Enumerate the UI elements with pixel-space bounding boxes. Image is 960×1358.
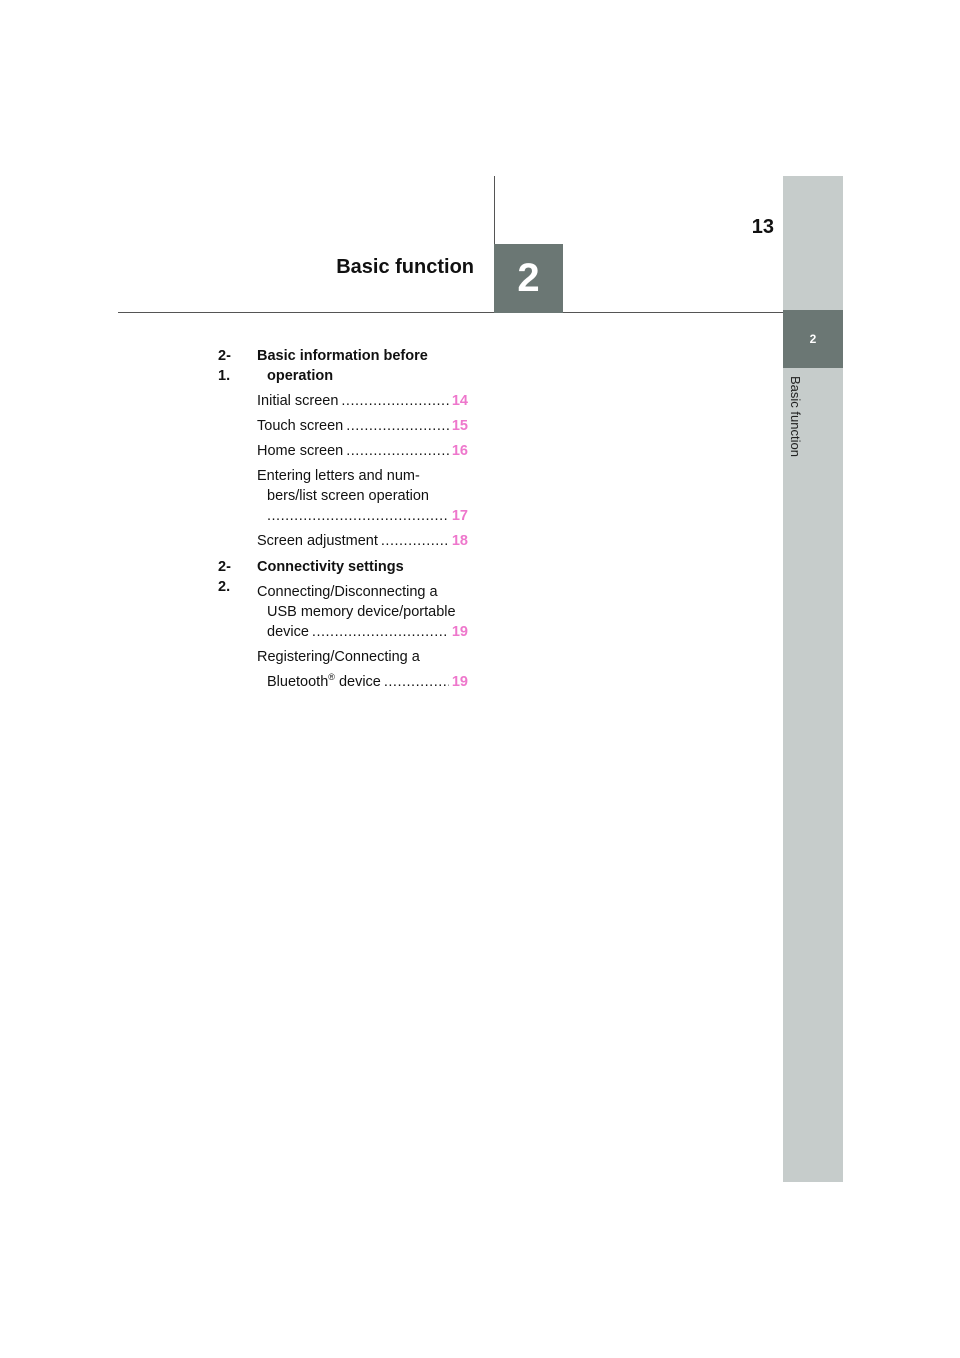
section-title: Connectivity settings xyxy=(257,559,404,575)
device-text: device xyxy=(334,674,381,690)
chapter-number-box: 2 xyxy=(494,244,563,313)
dot-leader xyxy=(312,622,449,642)
entry-label-end: device xyxy=(267,624,309,640)
entry-label: Touch screen xyxy=(257,418,344,434)
section-number: 2-1. xyxy=(218,348,231,384)
entry-label: Initial screen xyxy=(257,393,339,409)
entry-label: Screen adjustment xyxy=(257,533,378,549)
page-link[interactable]: 18 xyxy=(451,533,468,549)
dot-leader xyxy=(384,672,449,692)
dot-leader xyxy=(346,416,449,436)
bluetooth-text: Bluetooth xyxy=(267,674,329,690)
entry-label: Connecting/Disconnecting a xyxy=(257,584,438,600)
toc-entry-entering-letters[interactable] xyxy=(257,466,468,526)
dot-leader xyxy=(381,531,449,551)
section-number: 2-2. xyxy=(218,559,231,595)
entry-label-continued: USB memory device/portable xyxy=(267,604,456,620)
page-link[interactable]: 17 xyxy=(451,508,468,524)
toc-entry-initial-screen[interactable] xyxy=(257,391,468,411)
toc-entry-usb-device[interactable] xyxy=(257,582,468,642)
section-title: Basic information before xyxy=(257,348,428,364)
page-link[interactable]: 19 xyxy=(451,674,468,690)
registered-mark: ® xyxy=(328,672,335,683)
dot-leader xyxy=(341,391,448,411)
entry-label: Registering/Connecting a xyxy=(257,649,420,665)
side-tab-chapter-number: 2 xyxy=(783,310,843,368)
entry-label: Entering letters and num- xyxy=(257,468,420,484)
page-link[interactable]: 19 xyxy=(451,624,468,640)
toc-entry-touch-screen[interactable] xyxy=(257,416,468,436)
page-link[interactable]: 16 xyxy=(451,443,468,459)
dot-leader xyxy=(267,506,449,526)
page-link[interactable]: 14 xyxy=(451,393,468,409)
header-vertical-rule xyxy=(494,176,495,244)
dot-leader xyxy=(346,441,449,461)
chapter-title: Basic function xyxy=(336,256,474,278)
entry-label: Home screen xyxy=(257,443,344,459)
entry-label-continued: bers/list screen operation xyxy=(267,488,429,504)
page-link[interactable]: 15 xyxy=(451,418,468,434)
side-tab-chapter-label: Basic function xyxy=(788,376,803,457)
toc-entry-bluetooth-device[interactable] xyxy=(257,647,468,692)
toc-entry-screen-adjustment[interactable] xyxy=(257,531,468,551)
header-horizontal-rule xyxy=(118,312,783,313)
section-title-continued: operation xyxy=(267,368,334,384)
entry-label-continued xyxy=(267,672,381,692)
page-number: 13 xyxy=(751,216,774,238)
toc-entry-home-screen[interactable] xyxy=(257,441,468,461)
